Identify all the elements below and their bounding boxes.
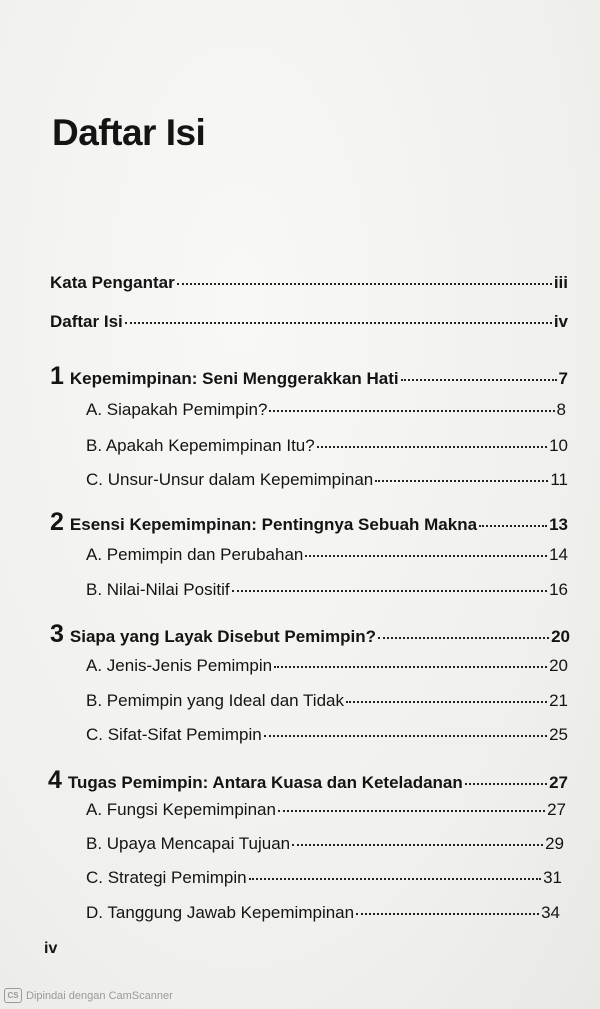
dot-leader bbox=[479, 525, 547, 527]
chapter-number: 4 bbox=[48, 766, 62, 794]
toc-page-number: 29 bbox=[545, 834, 564, 853]
section-title: C. Unsur-Unsur dalam Kepemimpinan bbox=[86, 470, 374, 489]
dot-leader bbox=[465, 783, 547, 785]
section-title: B. Nilai-Nilai Positif bbox=[86, 580, 230, 599]
toc-page-number: 20 bbox=[551, 627, 570, 646]
chapter-number: 2 bbox=[50, 508, 64, 536]
toc-page-number: 31 bbox=[543, 868, 562, 887]
toc-page-number: 16 bbox=[549, 580, 568, 599]
dot-leader bbox=[269, 410, 554, 412]
section-title: B. Apakah Kepemimpinan Itu? bbox=[86, 436, 315, 455]
toc-section-2a bbox=[86, 545, 568, 565]
toc-section-1c bbox=[86, 470, 568, 490]
toc-section-3b bbox=[86, 691, 568, 711]
dot-leader bbox=[274, 666, 547, 668]
toc-section-4a bbox=[86, 800, 566, 820]
footer-page-number: iv bbox=[44, 940, 58, 957]
dot-leader bbox=[249, 878, 541, 880]
section-title: B. Upaya Mencapai Tujuan bbox=[86, 834, 291, 853]
dot-leader bbox=[375, 480, 548, 482]
section-title: A. Siapakah Pemimpin? bbox=[86, 400, 268, 419]
toc-entry-label: Daftar Isi bbox=[50, 312, 123, 331]
chapter-title: Kepemimpinan: Seni Menggerakkan Hati bbox=[69, 369, 399, 388]
dot-leader bbox=[378, 637, 549, 639]
chapter-4-heading bbox=[48, 766, 568, 795]
section-title: A. Pemimpin dan Perubahan bbox=[86, 545, 304, 564]
toc-page-number: 7 bbox=[558, 369, 568, 388]
toc-page-number: iv bbox=[553, 312, 568, 331]
toc-entry-label: Kata Pengantar bbox=[50, 273, 175, 292]
toc-section-4b bbox=[86, 834, 564, 854]
toc-page-number: 8 bbox=[556, 400, 566, 419]
toc-section-3c bbox=[86, 725, 568, 745]
dot-leader bbox=[177, 283, 552, 285]
chapter-number: 1 bbox=[50, 362, 64, 390]
toc-page-number: 10 bbox=[549, 436, 568, 455]
dot-leader bbox=[232, 590, 547, 592]
chapter-title: Siapa yang Layak Disebut Pemimpin? bbox=[69, 627, 376, 646]
dot-leader bbox=[346, 701, 547, 703]
chapter-1-heading bbox=[50, 362, 568, 391]
toc-page-number: 27 bbox=[549, 773, 568, 792]
section-title: C. Sifat-Sifat Pemimpin bbox=[86, 725, 262, 744]
toc-page-number: 21 bbox=[549, 691, 568, 710]
toc-entry-kata-pengantar bbox=[50, 273, 568, 293]
toc-page-number: 25 bbox=[549, 725, 568, 744]
dot-leader bbox=[125, 322, 552, 324]
section-title: C. Strategi Pemimpin bbox=[86, 868, 247, 887]
dot-leader bbox=[356, 913, 539, 915]
chapter-number: 3 bbox=[50, 620, 64, 648]
dot-leader bbox=[317, 446, 547, 448]
toc-page-number: iii bbox=[553, 273, 568, 292]
toc-section-1b bbox=[86, 436, 568, 456]
toc-page-number: 20 bbox=[549, 656, 568, 675]
toc-page-number: 34 bbox=[541, 903, 560, 922]
toc-page-number: 13 bbox=[549, 515, 568, 534]
watermark-text: Dipindai dengan CamScanner bbox=[26, 989, 173, 1002]
toc-section-3a bbox=[86, 656, 568, 676]
chapter-title: Tugas Pemimpin: Antara Kuasa dan Keteladanan bbox=[67, 773, 463, 792]
camscanner-logo-icon: CS bbox=[4, 988, 22, 1003]
toc-section-1a bbox=[86, 400, 566, 420]
dot-leader bbox=[264, 735, 547, 737]
chapter-3-heading bbox=[50, 620, 570, 649]
toc-section-2b bbox=[86, 580, 568, 600]
toc-section-4c bbox=[86, 868, 562, 888]
toc-page-number: 27 bbox=[547, 800, 566, 819]
dot-leader bbox=[305, 555, 547, 557]
section-title: A. Fungsi Kepemimpinan bbox=[86, 800, 276, 819]
section-title: B. Pemimpin yang Ideal dan Tidak bbox=[86, 691, 344, 710]
dot-leader bbox=[292, 844, 543, 846]
section-title: A. Jenis-Jenis Pemimpin bbox=[86, 656, 273, 675]
chapter-title: Esensi Kepemimpinan: Pentingnya Sebuah Makna bbox=[69, 515, 478, 534]
section-title: D. Tanggung Jawab Kepemimpinan bbox=[86, 903, 355, 922]
dot-leader bbox=[278, 810, 545, 812]
chapter-2-heading bbox=[50, 508, 568, 537]
page-title: Daftar Isi bbox=[52, 112, 206, 153]
toc-entry-daftar-isi bbox=[50, 312, 568, 332]
scanner-watermark bbox=[4, 988, 173, 1003]
toc-page-number: 11 bbox=[550, 470, 568, 489]
toc-section-4d bbox=[86, 903, 560, 923]
dot-leader bbox=[401, 379, 557, 381]
toc-page-number: 14 bbox=[549, 545, 568, 564]
